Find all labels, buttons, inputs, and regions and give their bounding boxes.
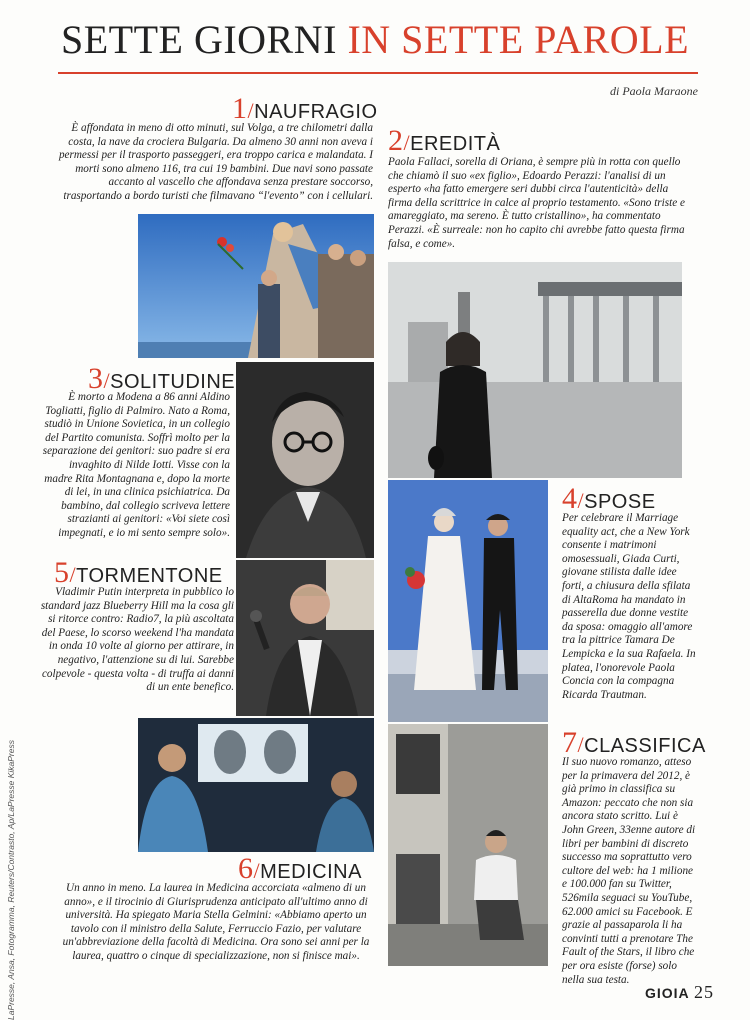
byline: di Paola Maraone bbox=[610, 84, 698, 98]
article-classifica-text: Il suo nuovo romanzo, atteso per la primavera del 2012, è già primo in classifica su Amazon: peccato che non sia ancora stato scritto. Lui è John Green, 33enne autore di libri per bambini di discreto successo ma soprattutto vero cultore del web: ha 1 milione e 100.000 fan su Twitter, 526mila seguaci su YouTube, 62.000 amici su Facebook. E grazie al passaparola li ha convinti tutti a prenotare The Fault of the Stars, il libro che per ora esiste (forse) solo nella sua testa. bbox=[562, 756, 696, 986]
heading-solitudine: 3/SOLITUDINE bbox=[88, 362, 236, 395]
article-tormentone-text: Vladimir Putin interpreta in pubblico lo standard jazz Blueberry Hill ma la cosa gli si ritorce contro: Radio7, la più ascoltata del Paese, lo scorso weekend l'ha mandata in onda 10 volte al giorno per attirare, in negativo, l'attenzione su di lui. Sarebbe colpevole - questa volta - di truffa ai danni di un ente benefico. bbox=[40, 586, 234, 694]
heading-eredita: 2/EREDITÀ bbox=[388, 124, 501, 157]
heading-medicina: 6/MEDICINA bbox=[238, 852, 362, 885]
photo-naufragio bbox=[138, 214, 374, 358]
title-divider bbox=[58, 72, 698, 74]
photo-spose bbox=[388, 480, 548, 722]
photo-medicina bbox=[138, 718, 374, 852]
heading-classifica: 7/CLASSIFICA bbox=[562, 726, 706, 759]
article-eredita-text: Paola Fallaci, sorella di Oriana, è sempre più in rotta con quello che chiamò il suo «ex figlio», Edoardo Perazzi: l'analisi di un esperto «ha fatto emergere seri dubbi circa l'autenticità» della firma della scrittrice in calce al proprio testamento. «Sono triste e amareggiato, ma sereno. È tutto cristallino», ha commentato Perazzi. «È surreale: non ho capito chi avrebbe fatto questa firma falsa, e come». bbox=[388, 156, 685, 250]
heading-number: 1 bbox=[232, 92, 248, 125]
heading-word: CLASSIFICA bbox=[584, 735, 706, 757]
photo-eredita-image bbox=[388, 262, 682, 478]
article-solitudine-text: È morto a Modena a 86 anni Aldino Togliatti, figlio di Palmiro. Nato a Roma, studiò in Unione Sovietica, in un collegio del Partito comunista. Soffrì molto per la separazione dei genitori: suo padre si era invaghito di Nilde Iotti. Visse con la madre Rita Montagnana e, dopo la morte di lei, in una clinica psichiatrica. Da bambino, dal collegio scriveva lettere strazianti ai genitori: «Voi siete così impegnati, e io mi sento sempre solo». bbox=[42, 391, 230, 539]
magazine-name: GIOIA bbox=[644, 985, 690, 1001]
photo-spose-image bbox=[388, 480, 548, 722]
photo-tormentone bbox=[236, 560, 374, 716]
photo-naufragio-image bbox=[138, 214, 374, 358]
page-title-accent: IN SETTE PAROLE bbox=[347, 17, 690, 62]
heading-number: 6 bbox=[238, 852, 254, 885]
heading-spose: 4/SPOSE bbox=[562, 482, 656, 515]
page-title-main: SETTE GIORNI bbox=[60, 17, 337, 62]
article-spose-text: Per celebrare il Marriage equality act, che a New York consente i matrimoni omosessuali, Giada Curti, giovane stilista dalle idee forti, a chiusura della sfilata di AltaRoma ha mandato in passerella due donne vestite da sposa: omaggio all'amore tra la pittrice Tamara De Lempicka e la sua Rafaela. In platea, l'onorevole Paola Concia con la compagna Ricarda Trautman. bbox=[562, 512, 696, 701]
photo-medicina-image bbox=[138, 718, 374, 852]
photo-solitudine-image bbox=[236, 362, 374, 558]
article-medicina-text: Un anno in meno. La laurea in Medicina accorciata «almeno di un anno», e il tirocinio di Giurisprudenza anticipato all'ultimo anno di università. Ha spiegato Maria Stella Gelmini: «Abbiamo aperto un tavolo con il ministro della Salute, Ferruccio Fazio, per valutare un'abbreviazione della facoltà di Medicina. Ora sono sei anni per la laurea, quattro o cinque di specializzazione, non si finisce mai». bbox=[62, 882, 370, 962]
page-footer bbox=[645, 982, 714, 1003]
heading-naufragio: 1/NAUFRAGIO bbox=[232, 92, 378, 125]
heading-word: TORMENTONE bbox=[76, 565, 223, 587]
heading-word: MEDICINA bbox=[260, 861, 362, 883]
heading-tormentone: 5/TORMENTONE bbox=[54, 556, 223, 589]
heading-word: SOLITUDINE bbox=[110, 371, 236, 393]
article-naufragio-text: È affondata in meno di otto minuti, sul Volga, a tre chilometri dalla costa, la nave da crociera Bulgaria. Da almeno 30 anni non aveva i permessi per il trasporto passeggeri, era troppo carica e malandata. I morti sono almeno 116, tra cui 19 bambini. Due navi sono passate accanto al vascello che affondava senza prestare soccorso, trasportando a bordo turisti che filmavano “l'evento” con i cellulari. bbox=[58, 122, 373, 202]
photo-credits: LaPresse, Ansa, Fotogramma, Reuters/Contrasto, Ap/LaPresse KikaPress bbox=[6, 740, 16, 1020]
photo-eredita bbox=[388, 262, 682, 478]
heading-word: EREDITÀ bbox=[410, 133, 501, 155]
heading-number: 3 bbox=[88, 362, 104, 395]
photo-tormentone-image bbox=[236, 560, 374, 716]
photo-solitudine bbox=[236, 362, 374, 558]
heading-number: 7 bbox=[562, 726, 578, 759]
page-number: 25 bbox=[694, 982, 714, 1002]
heading-number: 2 bbox=[388, 124, 404, 157]
photo-classifica-image bbox=[388, 724, 548, 966]
photo-classifica bbox=[388, 724, 548, 966]
heading-word: NAUFRAGIO bbox=[254, 101, 378, 123]
heading-word: SPOSE bbox=[584, 491, 656, 513]
page-title bbox=[0, 16, 750, 63]
heading-number: 5 bbox=[54, 556, 70, 589]
heading-number: 4 bbox=[562, 482, 578, 515]
